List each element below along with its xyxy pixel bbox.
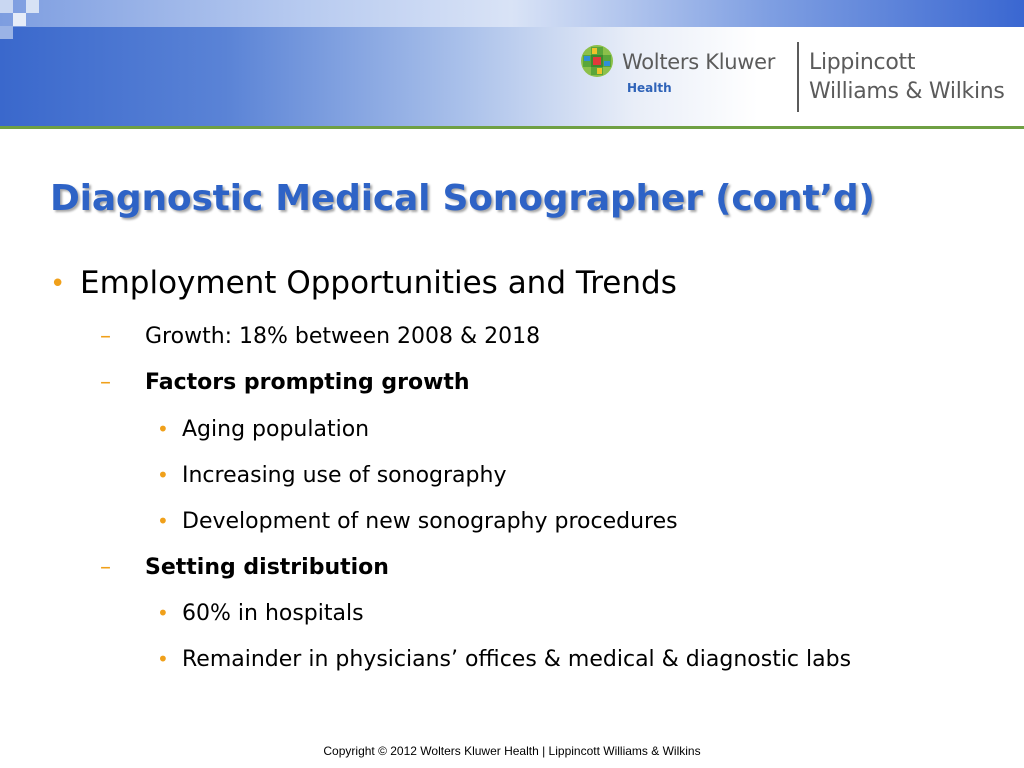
slide-title: Diagnostic Medical Sonographer (cont’d) [50, 178, 875, 219]
bullet-text: Employment Opportunities and Trends [80, 265, 677, 301]
dash-marker: – [100, 555, 111, 580]
copyright-footer: Copyright © 2012 Wolters Kluwer Health | Lippincott Williams & Wilkins [323, 744, 701, 758]
logo-imprint-line-2: Williams & Wilkins [809, 79, 1005, 104]
bullet-marker: • [50, 269, 66, 299]
sub-sub-bullet-text: Aging population [182, 417, 370, 442]
sub-bullet-text: Growth: 18% between 2008 & 2018 [145, 324, 541, 349]
logo-imprint-line-1: Lippincott [809, 50, 916, 75]
bullet-marker: • [157, 601, 169, 625]
dash-marker: – [100, 370, 111, 395]
sub-bullet-text: Factors prompting growth [145, 370, 470, 395]
logo-brand-text: Wolters Kluwer [622, 50, 776, 74]
sub-sub-bullet-text: Remainder in physicians’ offices & medical & diagnostic labs [182, 647, 852, 672]
sub-sub-bullet-text: 60% in hospitals [182, 601, 364, 626]
bullet-marker: • [157, 509, 169, 533]
bullet-marker: • [157, 647, 169, 671]
dash-marker: – [100, 324, 111, 349]
logo-division-text: Health [627, 81, 672, 95]
sub-sub-bullet-text: Increasing use of sonography [182, 463, 507, 488]
bullet-marker: • [157, 417, 169, 441]
sub-sub-bullet-text: Development of new sonography procedures [182, 509, 678, 534]
sub-bullet-text: Setting distribution [145, 555, 389, 580]
bullet-marker: • [157, 463, 169, 487]
